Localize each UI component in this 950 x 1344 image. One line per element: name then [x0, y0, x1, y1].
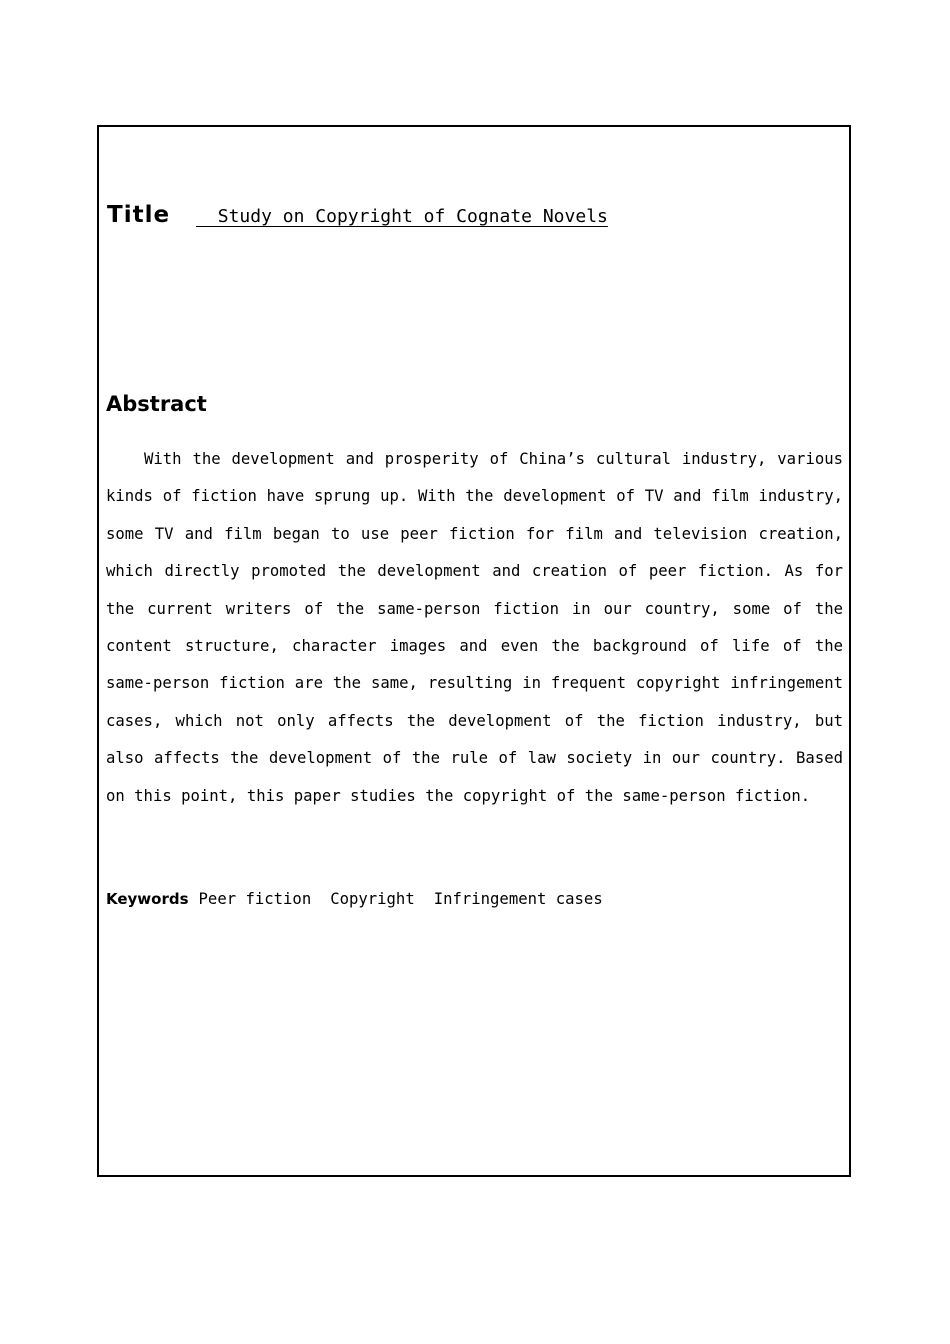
keywords-row — [106, 890, 622, 908]
title-label: Title — [107, 202, 171, 228]
keyword: Copyright — [330, 890, 415, 908]
keyword: Infringement cases — [433, 890, 603, 908]
keyword: Peer fiction — [198, 890, 312, 908]
title-row — [107, 202, 608, 236]
paper-title: Study on Copyright of Cognate Novels — [196, 206, 608, 227]
abstract-text: With the development and prosperity of China’s cultural industry, various kinds of fiction have sprung up. With the development of TV and film industry, some TV and film began to use peer fiction for film and television creation, which directly promoted the development and creation of peer fiction. As for the current writers of the same-person fiction in our country, some of the content structure, character images and even the background of life of the same-person fiction are the same, resulting in frequent copyright infringement cases, which not only affects the development of the fiction industry, but also affects the development of the rule of law society in our country. Based on this point, this paper studies the copyright of the same-person fiction. — [106, 450, 843, 805]
keywords-label: Keywords — [106, 890, 189, 908]
abstract-heading: Abstract — [106, 392, 207, 416]
